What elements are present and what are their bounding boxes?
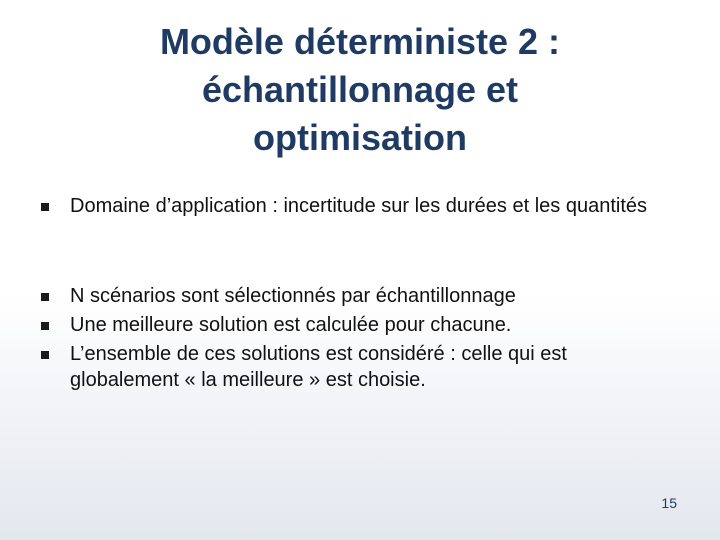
square-bullet-icon	[41, 293, 49, 301]
square-bullet-icon	[41, 203, 49, 211]
title-line: Modèle déterministe 2 :	[159, 21, 561, 62]
square-bullet-icon	[41, 351, 49, 359]
title-line: échantillonnage et	[201, 69, 519, 110]
bullet-text: Une meilleure solution est calculée pour chacune.	[70, 314, 512, 336]
bullet-text: Domaine d’application : incertitude sur les durées et les quantités	[70, 195, 647, 217]
square-bullet-icon	[41, 322, 49, 330]
bullet-item	[40, 283, 680, 309]
bullet-text: L’ensemble de ces solutions est considéré : celle qui est globalement « la meilleure » est choisie.	[70, 343, 567, 391]
slide-title	[40, 18, 680, 162]
page-number: 15	[661, 495, 677, 511]
bullet-item	[40, 193, 680, 219]
title-line: optimisation	[253, 117, 467, 158]
bullet-text: N scénarios sont sélectionnés par échantillonnage	[70, 285, 516, 307]
bullet-item	[40, 341, 680, 393]
bullet-item	[40, 312, 680, 338]
